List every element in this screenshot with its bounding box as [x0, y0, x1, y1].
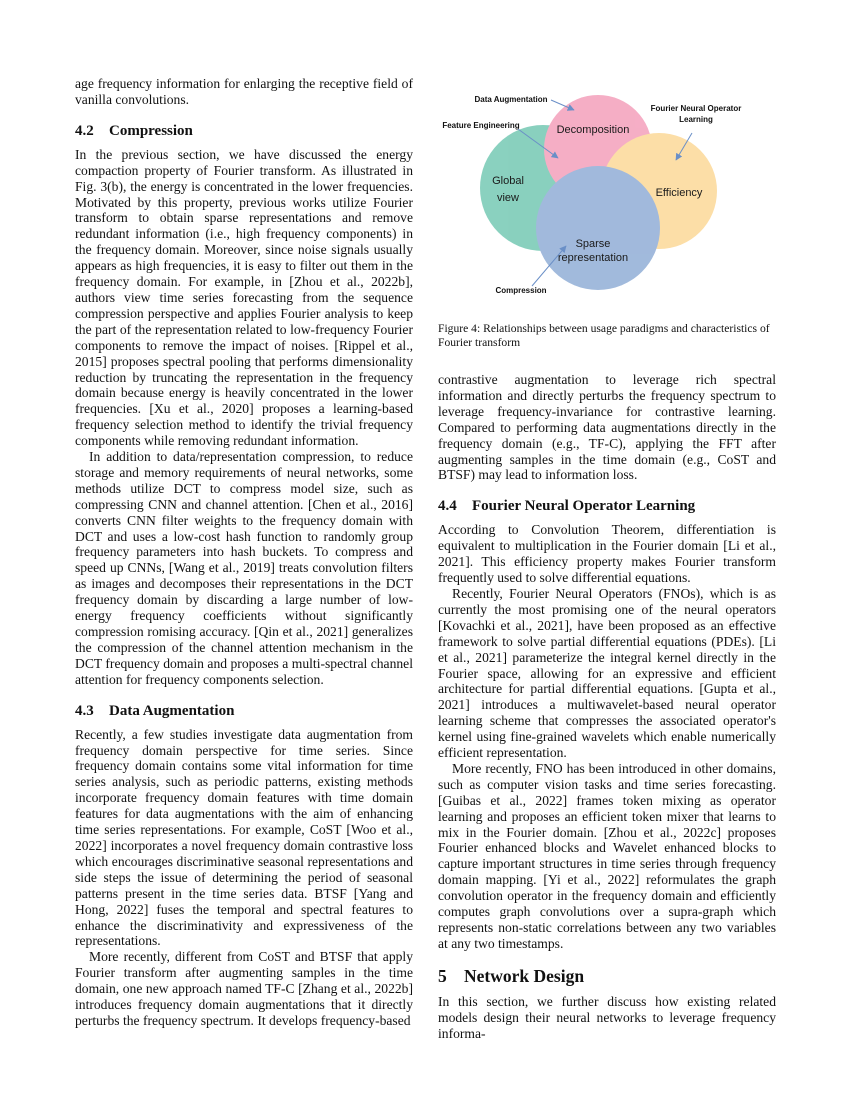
paragraph-compression-2: In addition to data/representation compression, to reduce storage and memory requirements of neural networks, some methods utilize DCT to compress model size, such as compressing CNN and channel attention. [Chen et al., 2016] converts CNN filter weights to the frequency domain with DCT and uses a low-cost hash function to randomly group frequency parameters into hash buckets. To compress and speed up CNNs, [Wang et al., 2019] treats convolution filters as images and decomposes their representations in the DCT frequency domain by discarding a large number of low-energy frequency coefficients without significantly compression romising accuracy. [Qin et al., 2021] generalizes the compression of the channel attention mechanism in the DCT frequency domain and proposes a multi-spectral channel attention for frequency components selection.	[75, 449, 413, 687]
section-heading-5	[438, 966, 776, 987]
annotation-data-augmentation: Data Augmentation	[474, 95, 548, 104]
paragraph-fno-1: According to Convolution Theorem, differentiation is equivalent to multiplication in the Fourier domain [Li et al., 2021]. This efficiency property makes Fourier transform frequently used to solve differential equations.	[438, 522, 776, 586]
paragraph-augmentation-2: More recently, different from CoST and BTSF that apply Fourier transform after augmenting samples in the time domain, one new approach named TF-C [Zhang et al., 2022b] introduces frequency domain augmentations that it directly perturbs the frequency spectrum. It develops frequency-based	[75, 949, 413, 1028]
left-column	[75, 76, 413, 1029]
global-view-label-1: Global	[492, 175, 524, 187]
annotation-fno-1: Fourier Neural Operator	[650, 104, 742, 113]
annotation-feature-engineering: Feature Engineering	[442, 121, 520, 130]
section-title: Network Design	[464, 965, 585, 986]
paragraph-fno-3: More recently, FNO has been introduced in other domains, such as computer vision tasks and time series forecasting. [Guibas et al., 2022] frames token mixing as operator learning and proposes an efficient token mixer that learns to mix in the Fourier domain. [Zhou et al., 2022c] proposes Fourier enhanced blocks and Wavelet enhanced blocks to capture important structures in time series through frequency domain mapping. [Yi et al., 2022] reformulates the graph convolution operator in the frequency domain and efficiently computes graph convolutions over a supra-graph which represents non-static correlations between any two variables at any two timestamps.	[438, 760, 776, 951]
paragraph-fno-2: Recently, Fourier Neural Operators (FNOs), which is as currently the most promising one of the neural operators [Kovachki et al., 2021], have been proposed as an effective framework to solve partial differential equations (PDEs). [Li et al., 2021] parameterize the integral kernel directly in the Fourier space, allowing for an expressive and efficient architecture for partial differential equations. [Gupta et al., 2021] introduces a multiwavelet-based neural operator learning scheme that compresses the associated operator's kernel using fine-grained wavelets which enable numerically efficient representation.	[438, 585, 776, 761]
section-heading-4-2	[75, 122, 413, 140]
section-heading-4-3	[75, 702, 413, 720]
sparse-label-2: representation	[557, 252, 629, 264]
section-number: 4.3	[75, 702, 94, 719]
sparse-representation-circle	[536, 166, 660, 290]
section-number: 4.2	[75, 122, 94, 139]
paragraph-augmentation-1: Recently, a few studies investigate data augmentation from frequency domain perspective for time series. Since frequency domain contains some vital information for time series analysis, such as periodic patterns, existing methods incorporate frequency domain features with time domain features for data augmentations with the aim of enhancing time series representations. For example, CoST [Woo et al., 2022] incorporates a novel frequency domain contrastive loss which encourages discriminative seasonal representations and side steps the issue of determining the period of seasonal patterns present in the time series data. BTSF [Yang and Hong, 2022] fuses the temporal and spectral features to enhance the discriminativity and expressiveness of the representations.	[75, 726, 413, 949]
intro-fragment: age frequency information for enlarging the receptive field of vanilla convolutions.	[75, 76, 413, 107]
section-title: Compression	[109, 122, 193, 139]
annotation-fno-2: Learning	[679, 115, 713, 124]
decomposition-label: Decomposition	[556, 124, 630, 136]
figure-4	[438, 88, 776, 314]
sparse-label-1: Sparse	[575, 238, 611, 250]
section-title: Data Augmentation	[109, 702, 235, 719]
annotation-compression: Compression	[495, 286, 547, 295]
figure-caption: Figure 4: Relationships between usage paradigms and characteristics of Fourier transform	[438, 322, 770, 349]
right-column	[438, 88, 776, 1042]
venn-diagram	[438, 88, 776, 310]
section-number: 5	[438, 965, 447, 986]
efficiency-label: Efficiency	[655, 187, 703, 199]
paragraph-augmentation-cont: contrastive augmentation to leverage rich spectral information and directly perturbs the frequency spectrum to leverage frequency-invariance for contrastive learning. Compared to performing data augmentations directly in the frequency domain (e.g., TF-C), applying the FFT after augmenting samples in the time domain (e.g., CoST and BTSF) may lead to information loss.	[438, 372, 776, 483]
section-title: Fourier Neural Operator Learning	[472, 498, 696, 515]
section-heading-4-4	[438, 497, 776, 515]
paragraph-network-design: In this section, we further discuss how existing related models design their neural networks to leverage frequency informa-	[438, 993, 776, 1041]
section-number: 4.4	[438, 498, 457, 515]
global-view-label-2: view	[496, 192, 520, 204]
paragraph-compression-1: In the previous section, we have discussed the energy compaction property of Fourier transform. As illustrated in Fig. 3(b), the energy is concentrated in the lower frequencies. Motivated by this property, previous works utilize Fourier transform to obtain sparse representations and remove redundant information (i.e., high frequency components) in the frequency domain. Moreover, since noise signals usually appears as high frequencies, it is easy to filter out them in the frequency domain. For example, in [Zhou et al., 2022b], authors view time series forecasting from the sequence compression perspective and applies Fourier analysis to keep the part of the representation related to low-frequency Fourier components to remove the impact of noises. [Rippel et al., 2015] proposes spectral pooling that performs dimensionality reduction by truncating the representation in the frequency domain because energy is heavily concentrated in the lower frequencies. [Xu et al., 2020] proposes a learning-based frequency selection method to identify the trivial frequency components while removing redundant information.	[75, 146, 413, 449]
